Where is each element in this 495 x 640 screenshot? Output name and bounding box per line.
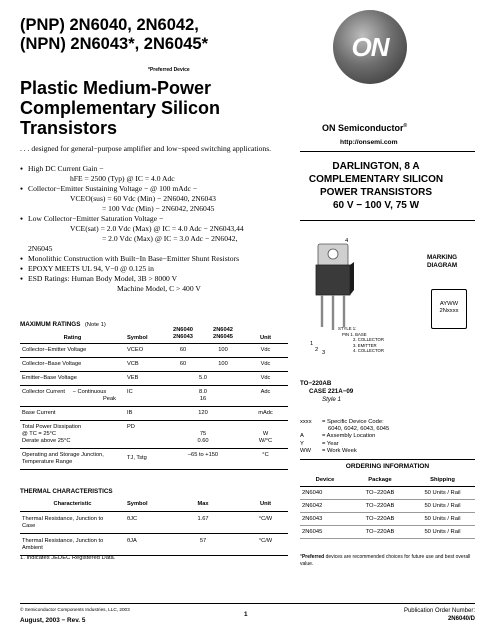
marking-legend xyxy=(300,419,389,455)
feature-list xyxy=(20,164,292,294)
table-row: 2N6045 TO−220AB 50 Units / Rail xyxy=(300,526,475,539)
title-line-2: (NPN) 2N6043*, 2N6045* xyxy=(20,35,209,53)
feature-gain: ● High DC Current Gain − xyxy=(20,164,292,174)
footer-divider xyxy=(20,603,475,604)
table-row: Thermal Resistance, Junction to Ambient θJA 57 °C/W xyxy=(20,534,288,556)
device-title: DARLINGTON, 8 A COMPLEMENTARY SILICON POWER TRANSISTORS 60 V − 100 V, 75 W xyxy=(308,161,444,211)
preferred-device-note: *Preferred Device xyxy=(148,67,190,73)
pin-style-legend: STYLE 1: PIN 1. BASE 2. COLLECTOR 3. EMITTER 4. COLLECTOR xyxy=(338,326,384,353)
table-row: Emitter−Base Voltage VEB 5.0 Vdc xyxy=(20,372,288,386)
intro-text: . . . designed for general−purpose amplifier and low−speed switching applications. xyxy=(20,144,272,153)
divider xyxy=(300,151,475,152)
page-number: 1 xyxy=(244,611,248,618)
feature-gain-value: hFE = 2500 (Typ) @ IC = 4.0 Adc xyxy=(70,174,175,183)
thermal-table xyxy=(20,498,288,556)
feature-vce-sat-line2: = 2.0 Vdc (Max) @ IC = 3.0 Adc − 2N6042, xyxy=(102,234,238,243)
feature-epoxy: ● EPOXY MEETS UL 94, V−0 @ 0.125 in xyxy=(20,264,292,274)
table-row: Collector−Base Voltage VCB 60 100 Vdc xyxy=(20,358,288,372)
max-ratings-heading: MAXIMUM RATINGS (Note 1) xyxy=(20,321,106,328)
table-row: 2N6043 TO−220AB 50 Units / Rail xyxy=(300,513,475,526)
table-row: Total Power Dissipation @ TC = 25°C Derate above 25°C PD 75 0.60 W W/°C xyxy=(20,421,288,449)
pin-2-label: 2 xyxy=(315,347,319,353)
feature-vceo-line1: VCEO(sus) = 60 Vdc (Min) − 2N6040, 2N6043 xyxy=(70,194,216,203)
ordering-heading: ORDERING INFORMATION xyxy=(345,463,430,470)
logo-text: ON xyxy=(351,32,389,62)
legend-row: A = Assembly Location xyxy=(300,433,376,440)
document-subtitle: Plastic Medium-Power Complementary Silicon Transistors xyxy=(20,78,221,138)
publication-number: Publication Order Number: 2N6040/D xyxy=(403,608,475,622)
feature-vce-sat-line1: VCE(sat) = 2.0 Vdc (Max) @ IC = 4.0 Adc − 2N6043,44 xyxy=(70,224,244,233)
package-mounting-hole xyxy=(328,249,338,259)
table-row: Base Current IB 120 mAdc xyxy=(20,407,288,421)
max-ratings-header-row: Rating Symbol 2N6040 2N6043 2N6042 2N6045 Unit xyxy=(20,326,288,344)
pin-1-label: 1 xyxy=(310,341,314,347)
ordering-table xyxy=(300,474,475,539)
table-row: Collector Current − Continuous Peak IC 8.0 16 Adc xyxy=(20,386,288,407)
legend-row: xxxx = Specific Device Code: xyxy=(300,419,384,425)
thermal-header-row: Characteristic Symbol Max Unit xyxy=(20,498,288,512)
jedec-footnote: 1. Indicates JEDEC Registered Data. xyxy=(20,555,116,561)
legend-row: WW = Work Week xyxy=(300,447,357,454)
revision-date: August, 2003 − Rev. 5 xyxy=(20,617,86,624)
legend-row: 6040, 6042, 6043, 6045 xyxy=(328,426,390,433)
table-row: Operating and Storage Junction, Temperature Range TJ, Tstg –65 to +150 °C xyxy=(20,449,288,470)
thermal-heading: THERMAL CHARACTERISTICS xyxy=(20,488,113,495)
feature-vce-sat-line3: 2N6045 xyxy=(28,244,53,253)
legend-row: Y = Year xyxy=(300,440,339,447)
marking-diagram-title: MARKING DIAGRAM xyxy=(427,254,458,269)
feature-esd-line2: Machine Model, C > 400 V xyxy=(117,284,201,293)
table-row: Collector−Emitter Voltage VCEO 60 100 Vdc xyxy=(20,344,288,358)
brand-url-link[interactable]: http://onsemi.com xyxy=(340,139,398,146)
divider xyxy=(300,459,475,460)
on-semiconductor-logo xyxy=(333,10,407,84)
title-line-1: (PNP) 2N6040, 2N6042, xyxy=(20,16,199,34)
document-title xyxy=(20,16,320,54)
copyright: © Semiconductor Components Industries, LLC, 2003 xyxy=(20,607,130,612)
package-body xyxy=(316,265,350,295)
ordering-header-row: Device Package Shipping xyxy=(300,474,475,487)
package-info: TO−220AB CASE 221A−09 Style 1 xyxy=(300,380,354,403)
marking-diagram: AYWW 2Nxxxx xyxy=(431,289,467,329)
feature-monolithic: ● Monolithic Construction with Built−In Base−Emitter Shunt Resistors xyxy=(20,254,292,264)
table-row: 2N6040 TO−220AB 50 Units / Rail xyxy=(300,487,475,500)
feature-vceo: ● Collector−Emitter Sustaining Voltage − @ 100 mAdc − xyxy=(20,184,292,194)
ordering-note: *Preferred devices are recommended choices for future use and best overall value. xyxy=(300,554,471,567)
feature-vceo-line2: = 100 Vdc (Min) − 2N6042, 2N6045 xyxy=(102,204,215,213)
table-row: 2N6042 TO−220AB 50 Units / Rail xyxy=(300,500,475,513)
feature-esd: ● ESD Ratings: Human Body Model, 3B > 8000 V xyxy=(20,274,292,284)
feature-vce-sat: ● Low Collector−Emitter Saturation Voltage − xyxy=(20,214,292,224)
brand-name: ON Semiconductor® xyxy=(322,123,408,133)
pin-3-label: 3 xyxy=(322,350,326,356)
pin-4-label: 4 xyxy=(345,238,349,244)
table-row: Thermal Resistance, Junction to Case θJC 1.67 °C/W xyxy=(20,512,288,534)
max-ratings-table xyxy=(20,326,288,470)
divider xyxy=(300,220,475,221)
